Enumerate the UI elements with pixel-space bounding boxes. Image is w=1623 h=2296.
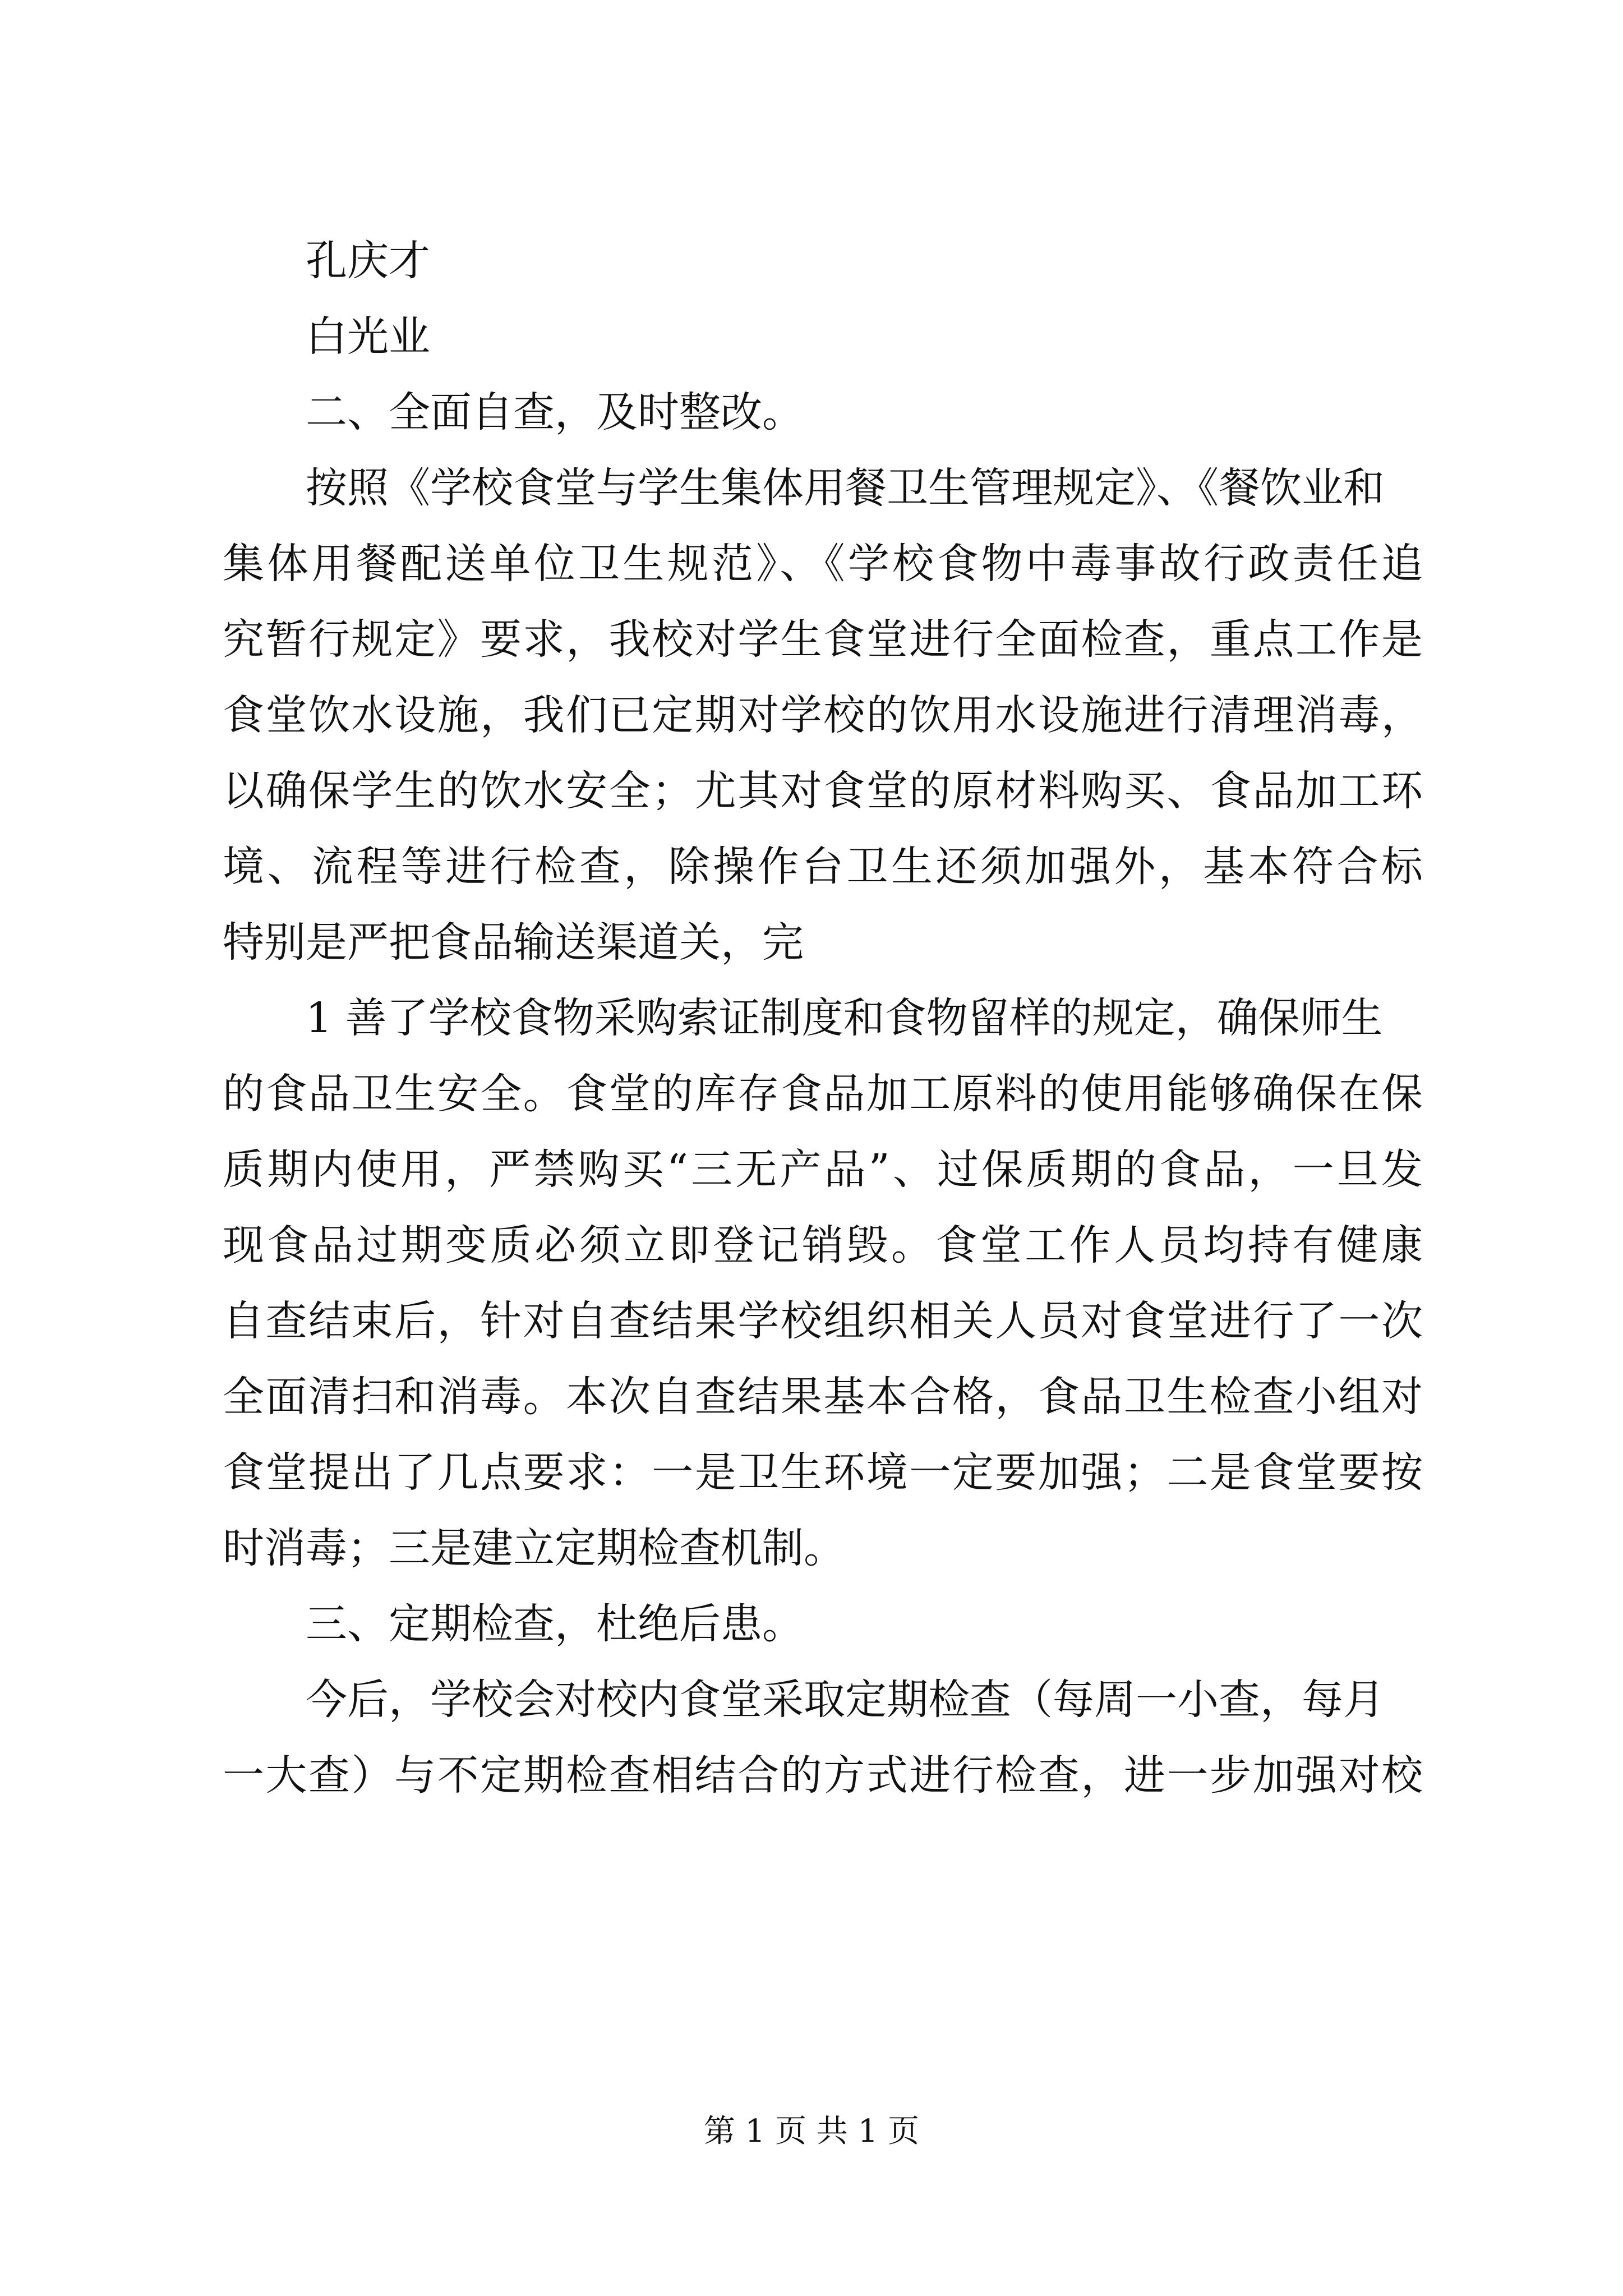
name-bai-guangye: 白光业: [306, 312, 430, 361]
section-2-paragraph-1: [223, 450, 1423, 981]
paragraph-line: 1 善了学校食物采购索证制度和食物留样的规定，确保师生: [306, 994, 1383, 1042]
paragraph-line: 今后，学校会对校内食堂采取定期检查（每周一小查，每月: [306, 1676, 1385, 1724]
paragraph-line: 的食品卫生安全。食堂的库存食品加工原料的使用能够确保在保: [223, 1070, 1423, 1118]
section-2-heading: 二、全面自查，及时整改。: [306, 388, 804, 436]
paragraph-line: 特别是严把食品输送渠道关，完: [223, 918, 804, 967]
name-kong-qingcai: 孔庆才: [306, 237, 430, 285]
section-2-paragraph-2: [223, 981, 1423, 1586]
paragraph-line: 自查结束后，针对自查结果学校组织相关人员对食堂进行了一次: [223, 1297, 1423, 1345]
paragraph-line: 质期内使用，严禁购买“三无产品”、过保质期的食品，一旦发: [223, 1145, 1423, 1194]
paragraph-line: 食堂饮水设施，我们已定期对学校的饮用水设施进行清理消毒，: [223, 691, 1423, 739]
page-footer: 第 1 页 共 1 页: [703, 2113, 920, 2150]
paragraph-line: 境、流程等进行检查，除操作台卫生还须加强外，基本符合标: [223, 843, 1423, 891]
section-3-heading: 三、定期检查，杜绝后患。: [306, 1600, 804, 1648]
paragraph-line: 以确保学生的饮水安全；尤其对食堂的原材料购买、食品加工环: [223, 767, 1423, 815]
document-body: [223, 223, 1423, 1814]
paragraph-line: 一大查）与不定期检查相结合的方式进行检查，进一步加强对校: [223, 1751, 1423, 1800]
paragraph-line: 时消毒；三是建立定期检查机制。: [223, 1524, 845, 1572]
section-3-paragraph-1: [223, 1662, 1423, 1814]
paragraph-line: 现食品过期变质必须立即登记销毁。食堂工作人员均持有健康: [223, 1221, 1423, 1269]
paragraph-line: 究暂行规定》要求，我校对学生食堂进行全面检查，重点工作是: [223, 615, 1423, 664]
paragraph-line: 集体用餐配送单位卫生规范》、《学校食物中毒事故行政责任追: [223, 540, 1423, 588]
paragraph-line: 全面清扫和消毒。本次自查结果基本合格，食品卫生检查小组对: [223, 1373, 1423, 1421]
paragraph-line: 食堂提出了几点要求：一是卫生环境一定要加强；二是食堂要按: [223, 1448, 1423, 1497]
paragraph-line: 按照《学校食堂与学生集体用餐卫生管理规定》、《餐饮业和: [306, 464, 1385, 512]
